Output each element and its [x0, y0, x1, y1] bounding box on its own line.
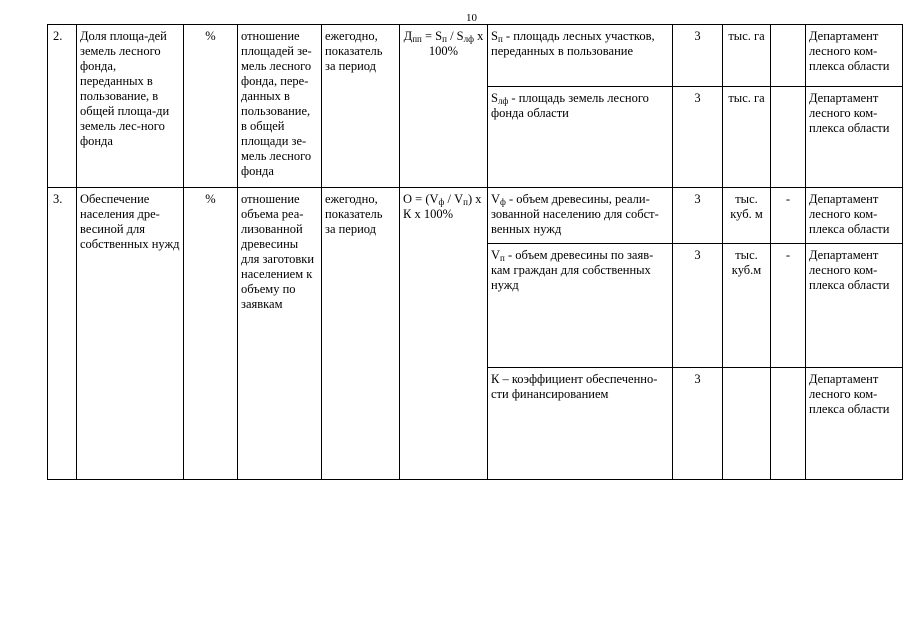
indicator-definition: отношение объема реа-лизованной древесины для заготовки населением к объему по заявкам [238, 188, 322, 480]
component-extra [771, 25, 806, 87]
component-source: Департамент лесного ком-плекса области [806, 368, 903, 480]
table-row [48, 25, 903, 87]
component-unit: тыс. куб. м [723, 188, 771, 244]
component-code: 3 [673, 368, 723, 480]
indicator-name: Доля площа-дей земель лесного фонда, переданных в пользование, в общей площа-ди земель лес-ного фонда [77, 25, 184, 188]
component-unit [723, 368, 771, 480]
component-description: $S_{лф}$ - площадь земель лесного фонда области [488, 87, 673, 188]
component-code: 3 [673, 25, 723, 87]
indicators-table [47, 24, 903, 480]
page-number: 10 [466, 12, 477, 24]
component-unit: тыс. куб.м [723, 244, 771, 368]
component-extra [771, 87, 806, 188]
component-extra [771, 368, 806, 480]
component-description: $S_п$ - площадь лесных участков, переданных в пользование [488, 25, 673, 87]
component-source: Департамент лесного ком-плекса области [806, 25, 903, 87]
component-unit: тыс. га [723, 87, 771, 188]
indicator-unit: % [184, 25, 238, 188]
component-code: 3 [673, 188, 723, 244]
indicator-unit: % [184, 188, 238, 480]
component-code: 3 [673, 87, 723, 188]
component-description: $V_ф$ - объем древесины, реали-зованной населению для собст-венных нужд [488, 188, 673, 244]
component-source: Департамент лесного ком-плекса области [806, 244, 903, 368]
component-unit: тыс. га [723, 25, 771, 87]
component-extra: - [771, 244, 806, 368]
component-code: 3 [673, 244, 723, 368]
indicator-definition: отношение площадей зе-мель лесного фонда, пере-данных в пользование, в общей площади зе-мель лесного фонда [238, 25, 322, 188]
component-source: Департамент лесного ком-плекса области [806, 188, 903, 244]
component-description: $V_п$ - объем древесины по заяв-кам граждан для собственных нужд [488, 244, 673, 368]
indicator-period: ежегодно, показатель за период [322, 188, 400, 480]
component-source: Департамент лесного ком-плекса области [806, 87, 903, 188]
indicator-name: Обеспечение населения дре-весиной для собственных нужд [77, 188, 184, 480]
indicator-formula: $О = (V_ф / V_п)$ х К х 100% [400, 188, 488, 480]
indicator-period: ежегодно, показатель за период [322, 25, 400, 188]
indicator-formula: $Д_{пп} = S_п / S_{лф}$ х 100% [400, 25, 488, 188]
component-extra: - [771, 188, 806, 244]
table-row [48, 188, 903, 244]
row-number: 3. [48, 188, 77, 480]
row-number: 2. [48, 25, 77, 188]
component-description: К – коэффициент обеспеченно-сти финансированием [488, 368, 673, 480]
